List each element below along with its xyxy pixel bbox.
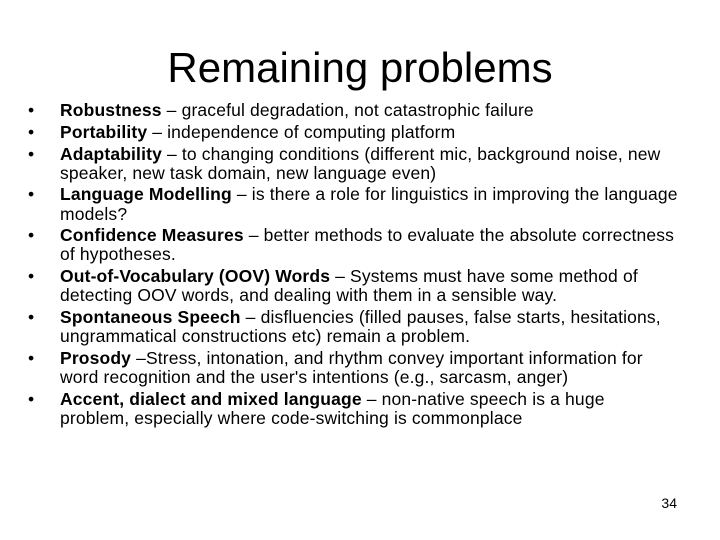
bullet-text: – Systems must have some method of detecting OOV words, and dealing with them in a sensible way. xyxy=(60,266,638,306)
page-number: 34 xyxy=(661,495,677,511)
bullet-item-adaptability xyxy=(28,145,678,183)
bullet-term: Spontaneous Speech xyxy=(60,307,241,328)
bullet-item-spontaneous-speech xyxy=(28,308,678,346)
bullet-text: – is there a role for linguistics in improving the language models? xyxy=(60,184,678,224)
bullet-item-confidence-measures xyxy=(28,226,678,264)
bullet-text: – non-native speech is a huge problem, especially where code-switching is commonplace xyxy=(60,388,605,428)
bullet-text: – independence of computing platform xyxy=(147,121,456,142)
bullet-term: Prosody xyxy=(60,347,132,368)
bullet-icon: • xyxy=(28,388,35,409)
bullet-icon: • xyxy=(28,225,35,246)
bullet-term: Confidence Measures xyxy=(60,225,244,246)
bullet-item-oov-words xyxy=(28,267,678,305)
bullet-item-accent-dialect xyxy=(28,390,678,428)
bullet-text: – better methods to evaluate the absolute correctness of hypotheses. xyxy=(60,225,675,265)
bullet-term: Language Modelling xyxy=(60,184,232,205)
bullet-icon: • xyxy=(28,143,35,164)
bullet-icon: • xyxy=(28,121,35,142)
bullet-text: – graceful degradation, not catastrophic failure xyxy=(161,100,534,120)
bullet-text: – disfluencies (filled pauses, false starts, hesitations, ungrammatical constructions etc) remain a problem. xyxy=(60,307,661,347)
bullet-term: Out-of-Vocabulary (OOV) Words xyxy=(60,266,331,287)
bullet-icon: • xyxy=(28,266,35,287)
bullet-term: Robustness xyxy=(60,100,162,120)
bullet-term: Portability xyxy=(60,121,148,142)
bullet-item-prosody xyxy=(28,349,678,387)
bullet-icon: • xyxy=(28,184,35,205)
slide-title: Remaining problems xyxy=(167,44,553,91)
bullet-text: –Stress, intonation, and rhythm convey important information for word recognition and the user's intentions (e.g., sarcasm, anger) xyxy=(60,347,643,388)
bullet-item-language-modelling xyxy=(28,185,678,223)
bullet-icon: • xyxy=(28,307,35,328)
bullet-text: – to changing conditions (different mic, background noise, new speaker, new task domain, new language even) xyxy=(60,143,661,183)
bullet-term: Accent, dialect and mixed language xyxy=(60,388,362,409)
bullet-term: Adaptability xyxy=(60,143,162,164)
bullet-icon: • xyxy=(28,100,35,120)
bullet-icon: • xyxy=(28,347,35,368)
bullet-item-robustness xyxy=(28,101,678,120)
bullet-list xyxy=(28,101,678,431)
bullet-item-portability xyxy=(28,123,678,142)
